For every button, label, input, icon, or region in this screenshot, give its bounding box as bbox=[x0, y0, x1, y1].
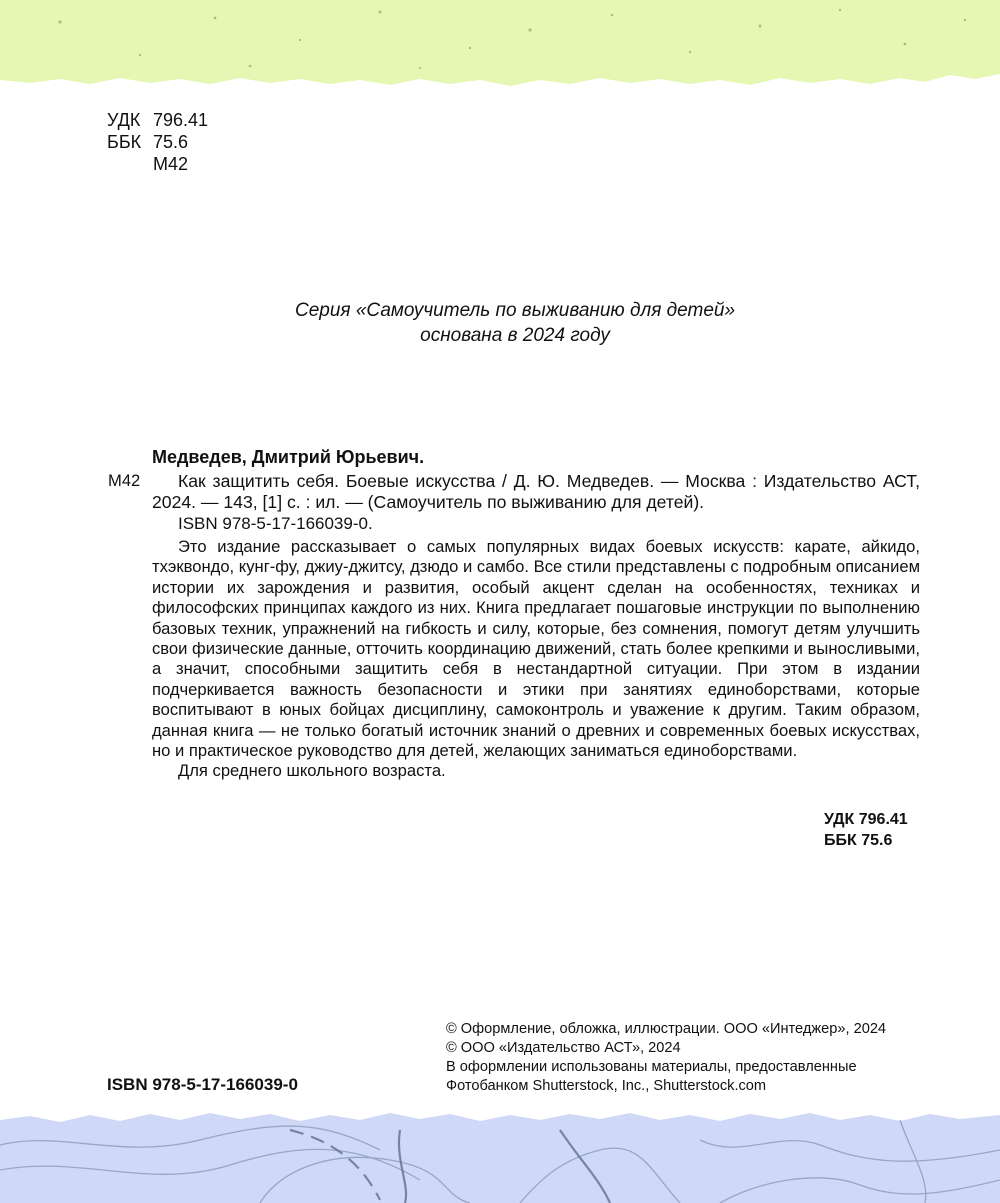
bbk-value: 75.6 bbox=[153, 132, 189, 152]
bottom-decorative-band bbox=[0, 1100, 1000, 1203]
copyright-line-2: © ООО «Издательство АСТ», 2024 bbox=[446, 1040, 681, 1056]
bbk-label: ББК bbox=[107, 132, 142, 152]
classification-codes-right bbox=[824, 809, 908, 851]
entry-isbn: ISBN 978-5-17-166039-0. bbox=[178, 514, 373, 533]
udk-row bbox=[107, 109, 208, 131]
bottom-band-shape bbox=[0, 1113, 1000, 1203]
entry-author-mark: М42 bbox=[108, 471, 141, 490]
copyright-line-1: © Оформление, обложка, иллюстрации. ООО «Интеджер», 2024 bbox=[446, 1021, 887, 1037]
series-line-2: основана в 2024 году bbox=[420, 325, 610, 346]
udk-right: УДК 796.41 bbox=[824, 811, 908, 828]
top-decorative-band bbox=[0, 0, 1000, 100]
author-mark-row bbox=[107, 153, 208, 175]
author-mark: М42 bbox=[153, 154, 189, 174]
copyright-block bbox=[446, 1020, 886, 1096]
bibliographic-entry bbox=[108, 445, 920, 782]
entry-title: Как защитить себя. Боевые искусства / Д. Ю. Медведев. — Москва : Издательство АСТ, 2024. — 143, [1] с. : ил. — (Самоучитель по выживанию для детей). bbox=[152, 471, 920, 512]
abstract-text: Это издание рассказывает о самых популярных видах боевых искусств: карате, айкидо, тхэквондо, кунг-фу, джиу-джитсу, дзюдо и самбо. Все стили представлены с подробным описанием истории их зарождения и развития, особый акцент сделан на особенностях, техниках и философских принципах каждого из них. Книга предлагает пошаговые инструкции по выполнению базовых техник, упражнений на гибкость и силу, которые, без сомнения, помогут детям улучшить свои физические данные, отточить координацию движений, стать более крепкими и выносливыми, а значит, способными защитить себя в нестандартной ситуации. При этом в издании подчеркивается важность безопасности и этики при занятиях единоборствами, которые воспитывают в юных бойцах дисциплину, самоконтроль и уважение к другим. Таким образом, данная книга — не только богатый источник знаний о древних и современных боевых искусствах, но и практическое руководство для детей, желающих заниматься единоборствами. bbox=[152, 537, 920, 761]
isbn-bottom: ISBN 978-5-17-166039-0 bbox=[107, 1075, 298, 1094]
series-line-1: Серия «Самоучитель по выживанию для детей» bbox=[294, 300, 736, 321]
udk-label: УДК bbox=[107, 110, 141, 130]
entry-author: Медведев, Дмитрий Юрьевич. bbox=[152, 447, 425, 467]
udk-value: 796.41 bbox=[153, 110, 209, 130]
top-band-shape bbox=[0, 0, 1000, 86]
bbk-right: ББК 75.6 bbox=[824, 832, 893, 849]
copyright-line-4: Фотобанком Shutterstock, Inc., Shutterstock.com bbox=[446, 1078, 767, 1094]
series-statement bbox=[0, 298, 1000, 348]
entry-audience: Для среднего школьного возраста. bbox=[178, 761, 446, 781]
bbk-row bbox=[107, 131, 208, 153]
entry-abstract bbox=[152, 537, 920, 761]
copyright-line-3: В оформлении использованы материалы, предоставленные bbox=[446, 1059, 857, 1075]
classification-codes bbox=[107, 109, 208, 175]
